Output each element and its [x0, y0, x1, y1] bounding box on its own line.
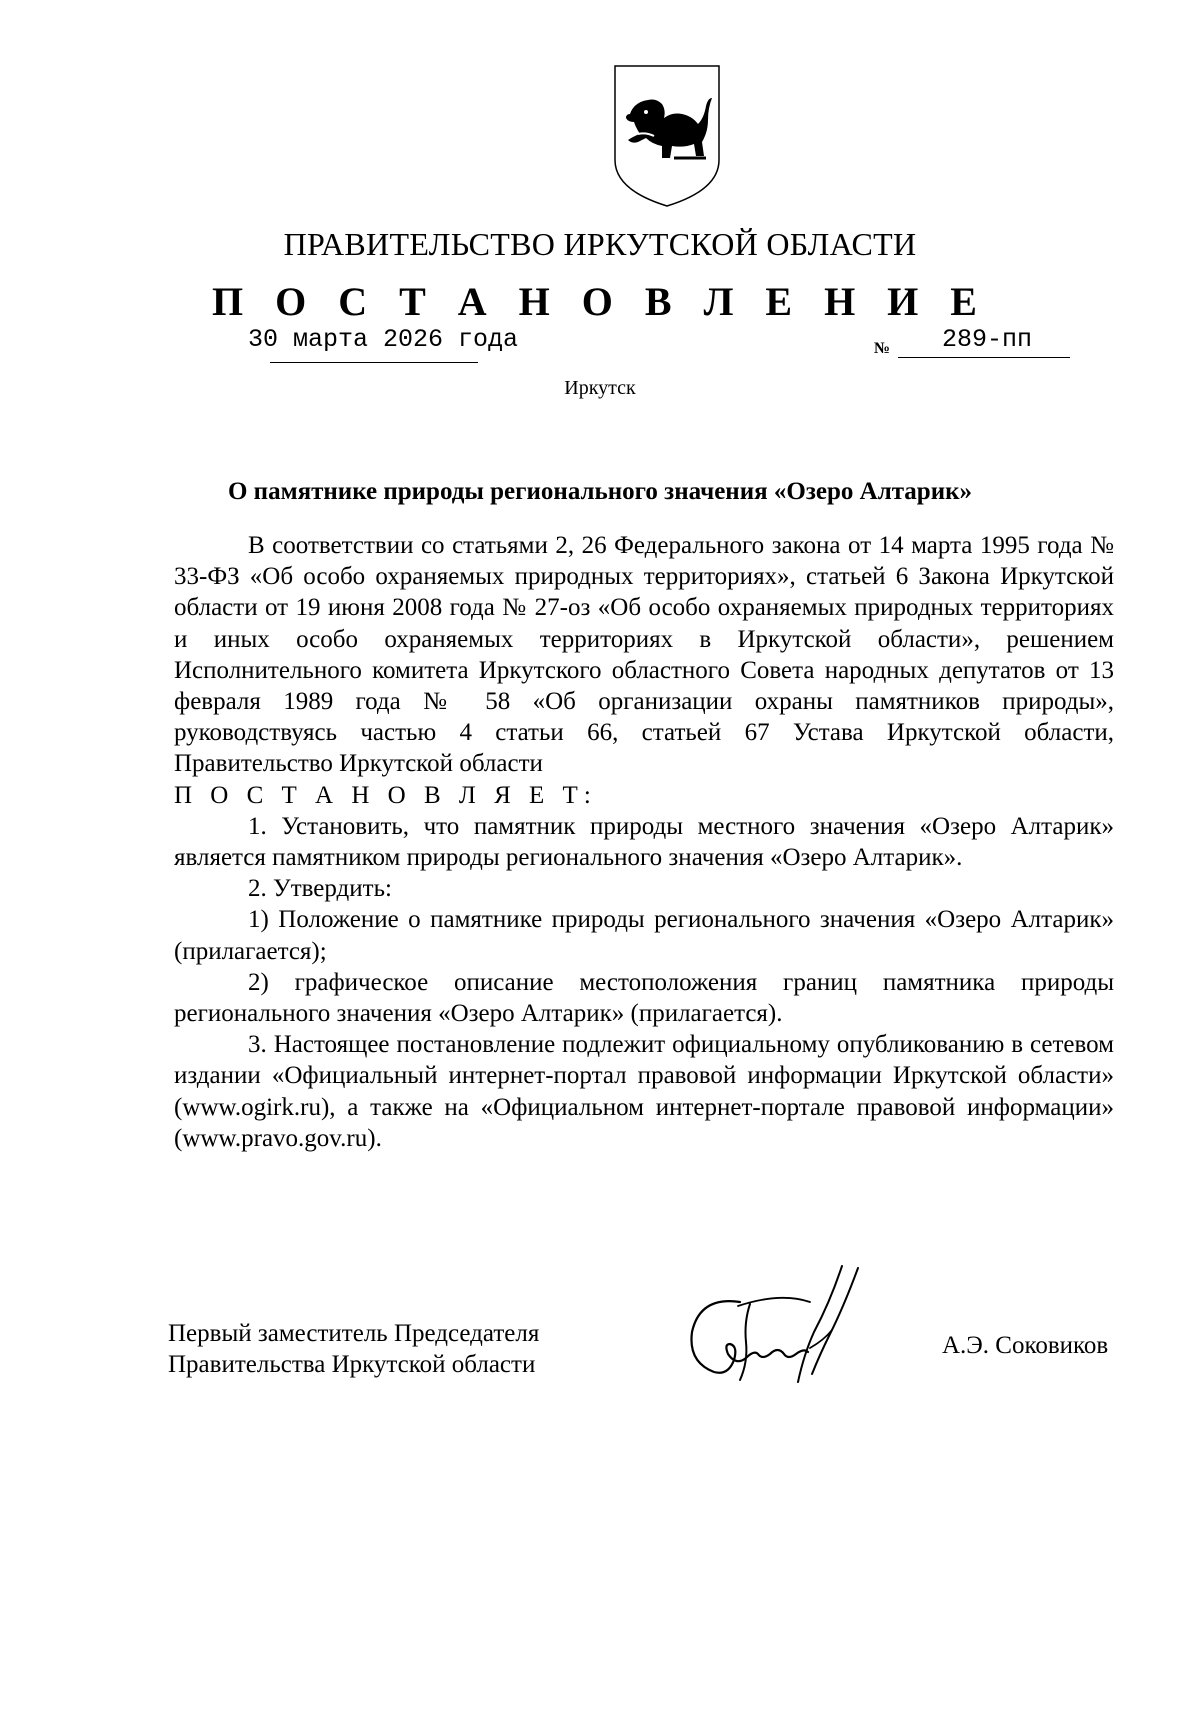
document-title: О памятнике природы регионального значения «Озеро Алтарик»	[227, 478, 973, 505]
document-date: 30 марта 2026 года	[248, 325, 519, 354]
coat-of-arms-icon	[612, 62, 722, 210]
date-underline	[270, 362, 478, 363]
number-sign: №	[874, 340, 891, 357]
item-2: 2. Утвердить:	[248, 875, 392, 903]
signatory-name: А.Э. Соковиков	[942, 1332, 1109, 1359]
city: Иркутск	[564, 377, 636, 399]
document-type: П О С Т А Н О В Л Е Н И Е	[212, 279, 988, 324]
item-1: 1. Установить, что памятник природы местного значения «Озеро Алтарик» является памятником природы регионального значения «Озеро Алтарик».	[174, 812, 1114, 872]
document-body	[174, 530, 1114, 1154]
handwritten-signature	[680, 1262, 900, 1392]
decree-word: П О С Т А Н О В Л Я Е Т:	[174, 781, 597, 809]
item-3: 3. Настоящее постановление подлежит официальному опубликованию в сетевом издании «Официальный интернет-портал правовой информации Иркутской области» (www.ogirk.ru), а также на «Официальном интернет-портале правовой информации» (www.pravo.gov.ru).	[174, 1031, 1114, 1152]
signatory-position	[168, 1318, 539, 1380]
document-number: 289-пп	[942, 325, 1033, 354]
government-name: ПРАВИТЕЛЬСТВО ИРКУТСКОЙ ОБЛАСТИ	[283, 226, 917, 262]
position-line-1: Первый заместитель Председателя	[168, 1320, 540, 1347]
item-2-2: 2) графическое описание местоположения границ памятника природы регионального значения «Озеро Алтарик» (прилагается).	[174, 968, 1114, 1028]
number-underline	[898, 357, 1070, 358]
position-line-2: Правительства Иркутской области	[168, 1351, 536, 1378]
preamble-paragraph: В соответствии со статьями 2, 26 Федерального закона от 14 марта 1995 года № 33-ФЗ «Об особо охраняемых природных территориях», статьей 6 Закона Иркутской области от 19 июня 2008 года № 27-оз «Об особо охраняемых природных территориях и иных особо охраняемых территориях в Иркутской области», решением Исполнительного комитета Иркутского областного Совета народных депутатов от 13 февраля 1989 года № 58 «Об организации охраны памятников природы», руководствуясь частью 4 статьи 66, статьей 67 Устава Иркутской области, Правительство Иркутской области	[174, 532, 1114, 778]
item-2-1: 1) Положение о памятнике природы регионального значения «Озеро Алтарик» (прилагается);	[174, 906, 1114, 965]
